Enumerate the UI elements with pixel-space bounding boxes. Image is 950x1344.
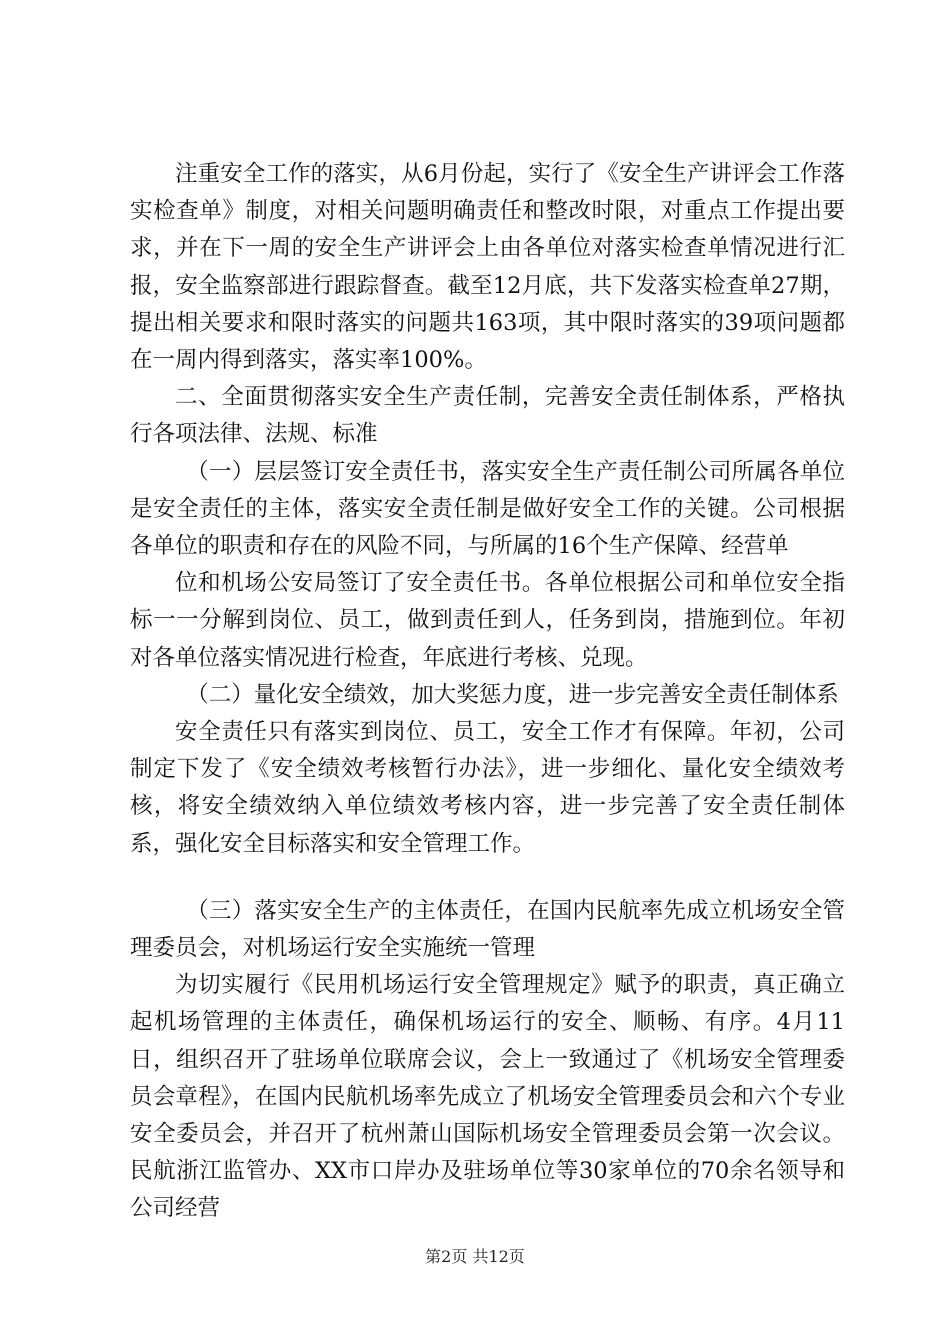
page-number-footer: 第2页 共12页 <box>425 1247 525 1266</box>
subsection-heading-one: （一）层层签订安全责任书，落实安全生产责任制公司所属各单位是安全责任的主体，落实安全责任制是做好安全工作的关键。公司根据各单位的职责和存在的风险不同，与所属的16个生产保障、经营单 <box>130 458 845 560</box>
section-heading-two: 二、全面贯彻落实安全生产责任制，完善安全责任制体系，严格执行各项法律、法规、标准 <box>130 384 845 448</box>
subsection-heading-two: （二）量化安全绩效，加大奖惩力度，进一步完善安全责任制体系 <box>186 681 839 708</box>
paragraph-checklist: 注重安全工作的落实，从6月份起，实行了《安全生产讲评会工作落实检查单》制度，对相关问题明确责任和整改时限，对重点工作提出要求，并在下一周的安全生产讲评会上由各单位对落实检查单情况进行汇报，安全监察部进行跟踪督查。截至12月底，共下发落实检查单27期，提出相关要求和限时落实的问题共163项，其中限时落实的39项问题都在一周内得到落实，落实率100%。 <box>130 161 845 374</box>
paragraph-committee: 为切实履行《民用机场运行安全管理规定》赋予的职责，真正确立起机场管理的主体责任，确保机场运行的安全、顺畅、有序。4月11日，组织召开了驻场单位联席会议，会上一致通过了《机场安全管理委员会章程》，在国内民航机场率先成立了机场安全管理委员会和六个专业安全委员会，并召开了杭州萧山国际机场安全管理委员会第一次会议。民航浙江监管办、XX市口岸办及驻场单位等30家单位的70余名领导和公司经营 <box>130 972 845 1222</box>
paragraph-performance: 安全责任只有落实到岗位、员工，安全工作才有保障。年初，公司制定下发了《安全绩效考核暂行办法》，进一步细化、量化安全绩效考核，将安全绩效纳入单位绩效考核内容，进一步完善了安全责任制体系，强化安全目标落实和安全管理工作。 <box>130 719 845 857</box>
subsection-heading-three: （三）落实安全生产的主体责任，在国内民航率先成立机场安全管理委员会，对机场运行安全实施统一管理 <box>130 897 845 962</box>
document-body <box>130 156 845 1228</box>
paragraph-gap <box>130 863 845 893</box>
paragraph-responsibility: 位和机场公安局签订了安全责任书。各单位根据公司和单位安全指标一一分解到岗位、员工，做到责任到人，任务到岗，措施到位。年初对各单位落实情况进行检查，年底进行考核、兑现。 <box>130 570 845 671</box>
